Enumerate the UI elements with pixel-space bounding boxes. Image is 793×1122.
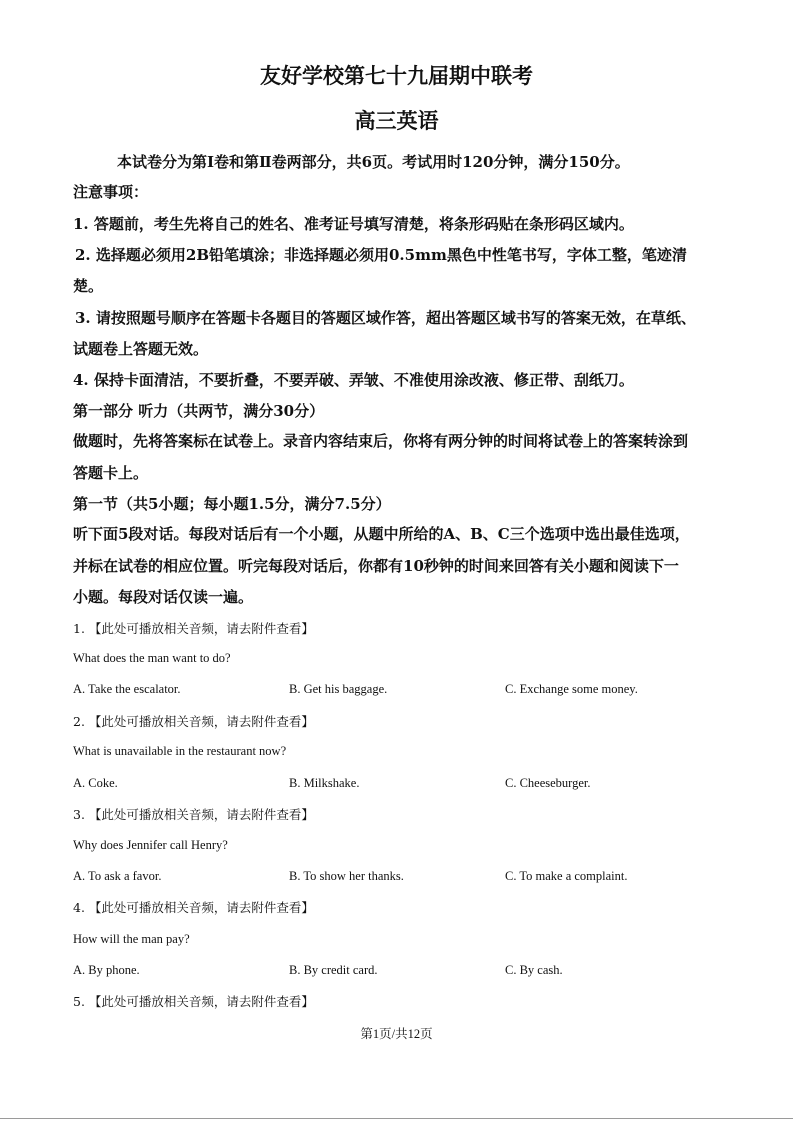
exam-title: 友好学校第七十九届期中联考	[260, 63, 533, 88]
option-b: B. To show her thanks.	[289, 869, 404, 883]
option-c: C. By cash.	[505, 963, 563, 977]
section1-instruction-line-1: 听下面5段对话。每段对话后有一个小题，从题中所给的A、B、C三个选项中选出最佳选项，	[73, 525, 690, 543]
note-1: 1. 答题前，考生先将自己的姓名、准考证号填写清楚，将条形码贴在条形码区域内。	[73, 215, 634, 233]
question-text: What is unavailable in the restaurant now?	[73, 744, 287, 758]
page-bottom-rule	[0, 1118, 793, 1119]
question-text: Why does Jennifer call Henry?	[73, 838, 228, 852]
part1-heading: 第一部分 听力（共两节，满分30分）	[73, 402, 325, 420]
note-2-line-1: 2. 选择题必须用2B铅笔填涂；非选择题必须用0.5mm黑色中性笔书写，字体工整，笔迹清	[75, 246, 687, 264]
option-c: C. Cheeseburger.	[505, 776, 591, 790]
page-number: 第1页/共12页	[360, 1027, 433, 1041]
option-b: B. Get his baggage.	[289, 682, 388, 696]
section1-instruction-line-3: 小题。每段对话仅读一遍。	[73, 588, 254, 606]
option-b: B. By credit card.	[289, 963, 378, 977]
audio-placeholder: 3. 【此处可播放相关音频，请去附件查看】	[73, 807, 314, 822]
section1-instruction-line-2: 并标在试卷的相应位置。听完每段对话后，你都有10秒钟的时间来回答有关小题和阅读下一	[73, 557, 679, 575]
exam-intro: 本试卷分为第Ⅰ卷和第Ⅱ卷两部分，共6页。考试用时120分钟，满分150分。	[117, 153, 630, 171]
option-b: B. Milkshake.	[289, 776, 360, 790]
option-c: C. To make a complaint.	[505, 869, 628, 883]
part1-instruction-line-1: 做题时，先将答案标在试卷上。录音内容结束后，你将有两分钟的时间将试卷上的答案转涂到	[73, 432, 689, 450]
question-text: How will the man pay?	[73, 932, 190, 946]
note-3-line-2: 试题卷上答题无效。	[73, 340, 209, 358]
audio-placeholder: 5. 【此处可播放相关音频，请去附件查看】	[73, 994, 314, 1009]
section1-heading: 第一节（共5小题；每小题1.5分，满分7.5分）	[73, 495, 391, 513]
note-3-line-1: 3. 请按照题号顺序在答题卡各题目的答题区域作答，超出答题区域书写的答案无效，在草纸、	[75, 309, 696, 327]
option-a: A. Take the escalator.	[73, 682, 181, 696]
audio-placeholder: 4. 【此处可播放相关音频，请去附件查看】	[73, 900, 314, 915]
option-a: A. Coke.	[73, 776, 118, 790]
audio-placeholder: 2. 【此处可播放相关音频，请去附件查看】	[73, 714, 314, 729]
note-2-line-2: 楚。	[73, 277, 104, 295]
question-text: What does the man want to do?	[73, 651, 231, 665]
option-a: A. To ask a favor.	[73, 869, 162, 883]
exam-subject: 高三英语	[354, 108, 439, 133]
part1-instruction-line-2: 答题卡上。	[73, 464, 149, 482]
note-4: 4. 保持卡面清洁，不要折叠，不要弄破、弄皱、不准使用涂改液、修正带、刮纸刀。	[73, 371, 634, 389]
option-c: C. Exchange some money.	[505, 682, 638, 696]
audio-placeholder: 1. 【此处可播放相关音频，请去附件查看】	[73, 621, 314, 636]
option-a: A. By phone.	[73, 963, 140, 977]
notes-heading: 注意事项：	[73, 183, 149, 201]
